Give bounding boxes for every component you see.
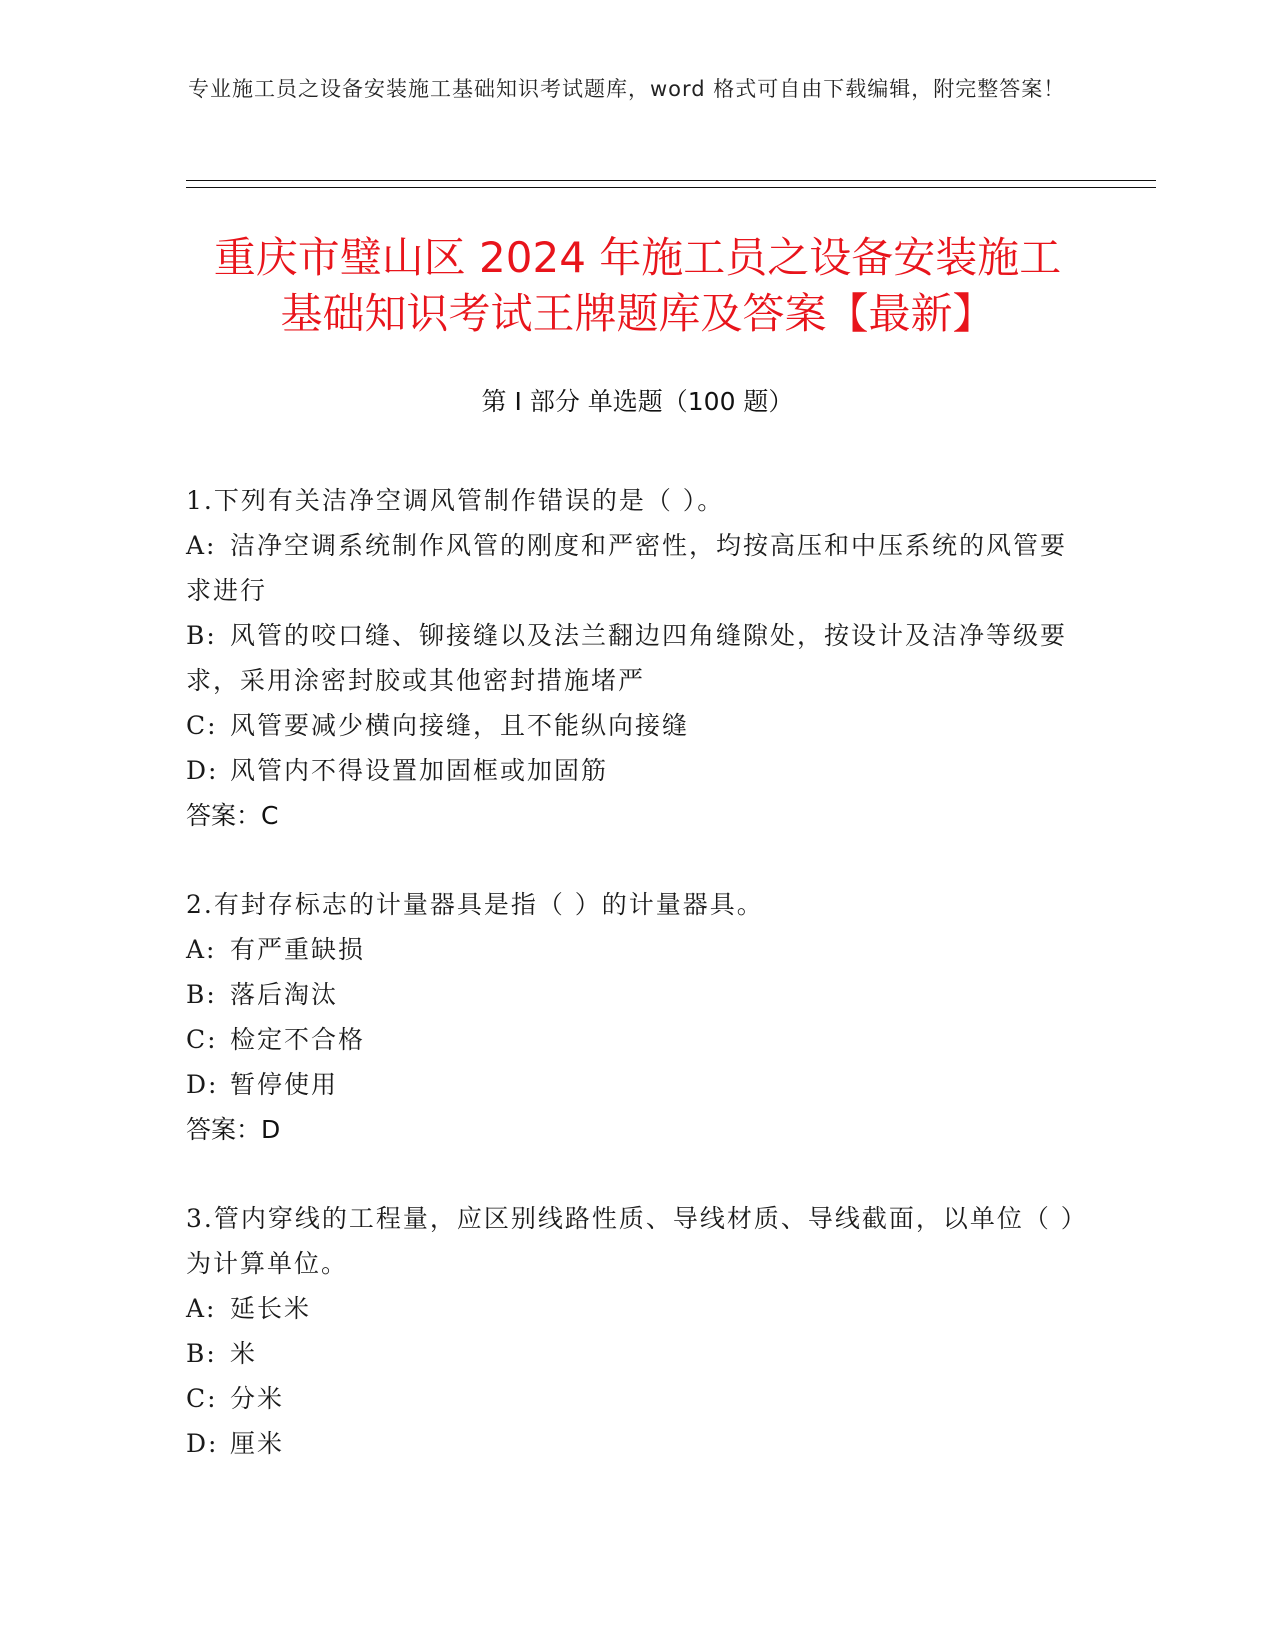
option-text: 风管的咬口缝、铆接缝以及法兰翻边四角缝隙处，按设计及洁净等级要求，采用涂密封胶或其他密封措施堵严 (186, 621, 1068, 695)
option-c (186, 703, 1076, 748)
option-b (186, 972, 1076, 1017)
question-1 (186, 478, 1076, 838)
option-text: 暂停使用 (230, 1070, 339, 1099)
question-stem: 2.有封存标志的计量器具是指（ ）的计量器具。 (186, 890, 764, 919)
option-d (186, 1062, 1076, 1107)
option-letter: D: (186, 756, 219, 785)
option-text: 落后淘汰 (230, 980, 339, 1009)
option-text: 风管内不得设置加固框或加固筋 (230, 756, 609, 785)
option-text: 延长米 (230, 1294, 312, 1323)
answer-label: 答案：C (186, 801, 279, 830)
option-text: 分米 (230, 1384, 285, 1413)
answer-label: 答案：D (186, 1115, 281, 1144)
option-text: 米 (230, 1339, 258, 1368)
option-text: 检定不合格 (230, 1025, 366, 1054)
option-text: 厘米 (230, 1429, 285, 1458)
option-letter: C: (186, 1384, 218, 1413)
option-c (186, 1017, 1076, 1062)
question-stem: 3.管内穿线的工程量，应区别线路性质、导线材质、导线截面，以单位（ ）为计算单位。 (186, 1204, 1076, 1278)
option-letter: B: (186, 980, 217, 1009)
option-letter: A: (186, 1294, 217, 1323)
header-divider-top (186, 180, 1156, 181)
question-2 (186, 882, 1076, 1152)
option-letter: D: (186, 1429, 219, 1458)
option-text: 有严重缺损 (230, 935, 366, 964)
header-divider-bottom (186, 187, 1156, 188)
header-note: 专业施工员之设备安装施工基础知识考试题库，word 格式可自由下载编辑，附完整答案！ (188, 77, 1066, 101)
option-letter: D: (186, 1070, 219, 1099)
option-d (186, 1421, 1076, 1466)
question-3 (186, 1196, 1076, 1466)
title-line-2: 基础知识考试王牌题库及答案【最新】 (280, 289, 995, 338)
option-letter: B: (186, 1339, 217, 1368)
title-line-1: 重庆市璧山区 2024 年施工员之设备安装施工 (213, 233, 1062, 282)
option-c (186, 1376, 1076, 1421)
option-a (186, 1286, 1076, 1331)
option-letter: B: (186, 621, 217, 650)
question-stem: 1.下列有关洁净空调风管制作错误的是（ ）。 (186, 486, 725, 515)
option-a (186, 523, 1076, 613)
option-a (186, 927, 1076, 972)
option-b (186, 1331, 1076, 1376)
document-title (150, 230, 1125, 342)
option-d (186, 748, 1076, 793)
option-letter: A: (186, 531, 217, 560)
option-letter: C: (186, 1025, 218, 1054)
option-b (186, 613, 1076, 703)
option-letter: A: (186, 935, 217, 964)
question-list (186, 478, 1076, 1466)
option-text: 洁净空调系统制作风管的刚度和严密性，均按高压和中压系统的风管要求进行 (186, 531, 1068, 605)
section-heading: 第 I 部分 单选题（100 题） (481, 387, 794, 416)
option-letter: C: (186, 711, 218, 740)
option-text: 风管要减少横向接缝，且不能纵向接缝 (230, 711, 690, 740)
